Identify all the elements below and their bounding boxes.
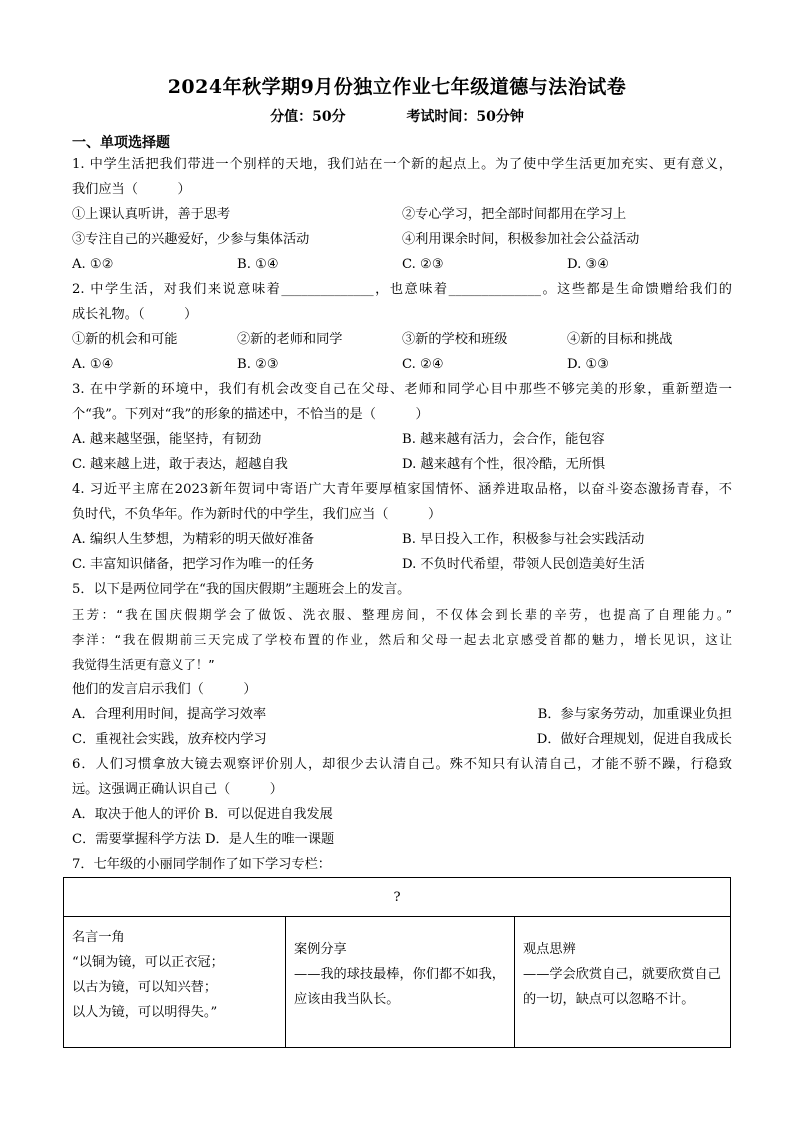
question-2-item: ①新的机会和可能 (72, 332, 178, 347)
question-2-stem: 2. 中学生活，对我们来说意味着______________，也意味着______________。这些都是生命馈赠给我们的 (72, 282, 732, 297)
option-d[interactable]: D. 不负时代希望，带领人民创造美好生活 (402, 557, 645, 572)
cell-line: 应该由我当队长。 (294, 992, 400, 1007)
option-c[interactable]: C. ②③ (402, 257, 444, 272)
option-b[interactable]: B. 早日投入工作，积极参与社会实践活动 (402, 532, 645, 547)
option-a[interactable]: A．合理利用时间，提高学习效率 (72, 707, 267, 722)
option-b[interactable]: B. ①④ (237, 257, 279, 272)
option-c[interactable]: C．重视社会实践，放弃校内学习 (72, 732, 267, 747)
question-6-stem-cont: 远。这强调正确认识自己（ ） (72, 782, 283, 797)
question-4-stem: 4. 习近平主席在2023新年贺词中寄语广大青年要厚植家国情怀、涵养进取品格，以奋斗姿态激扬青春，不 (72, 482, 732, 497)
option-c[interactable]: C. 丰富知识储备，把学习作为唯一的任务 (72, 557, 315, 572)
question-2-stem-cont: 成长礼物。（ ） (72, 307, 198, 322)
option-b[interactable]: B. ②③ (237, 357, 279, 372)
question-1-items-row (72, 202, 732, 227)
question-1-items-row (72, 227, 732, 252)
question-3-options-row (72, 427, 732, 452)
question-3-options-row (72, 452, 732, 477)
option-a[interactable]: A. 越来越坚强，能坚持，有韧劲 (72, 432, 262, 447)
question-2-options (72, 352, 732, 377)
option-d[interactable]: D. ①③ (567, 357, 610, 372)
page-title: 2024年秋学期9月份独立作业七年级道德与法治试卷 (167, 76, 627, 98)
cell-line: 案例分享 (294, 942, 347, 957)
question-2-items (72, 327, 732, 352)
option-c[interactable]: C. 越来越上进，敢于表达，超越自我 (72, 457, 288, 472)
cell-line: ——学会欣赏自己，就要欣赏自己 (523, 967, 721, 982)
option-d[interactable]: D. 越来越有个性，很冷酷，无所惧 (402, 457, 606, 472)
table-cell-quotes (64, 917, 286, 1048)
cell-line: 观点思辨 (523, 942, 576, 957)
question-6-options-cd[interactable]: C．需要掌握科学方法 D．是人生的唯一课题 (72, 832, 335, 847)
table-cell-opinion (515, 917, 731, 1048)
question-5-options-row (72, 727, 732, 752)
question-5-options-row (72, 702, 732, 727)
question-4-options-row (72, 527, 732, 552)
option-d[interactable]: D. ③④ (567, 257, 610, 272)
question-1-stem-cont: 我们应当（ ） (72, 182, 191, 197)
question-1-item: ④利用课余时间，积极参加社会公益活动 (402, 232, 640, 247)
option-b[interactable]: B．参与家务劳动，加重课业负担 (537, 707, 732, 722)
option-a[interactable]: A. ①④ (72, 357, 114, 372)
questions (72, 152, 732, 877)
question-1-stem: 1. 中学生活把我们带进一个别样的天地，我们站在一个新的起点上。为了使中学生活更加充实、更有意义， (72, 157, 732, 172)
cell-line: “以铜为镜，可以正衣冠； (72, 955, 224, 970)
question-3-stem: 3. 在中学新的环境中，我们有机会改变自己在父母、老师和同学心目中那些不够完美的形象，重新塑造一 (72, 382, 732, 397)
question-1-item: ①上课认真听讲，善于思考 (72, 207, 231, 222)
score-label: 分值：50分 (270, 109, 346, 125)
question-1-item: ③专注自己的兴趣爱好，少参与集体活动 (72, 232, 310, 247)
quote-wang-fang: 王芳：“我在国庆假期学会了做饭、洗衣服、整理房间，不仅体会到长辈的辛劳，也提高了自理能力。” (72, 607, 732, 622)
quote-li-yang: 李洋：“我在假期前三天完成了学校布置的作业，然后和父母一起去北京感受首都的魅力，增长见识，这让 (72, 632, 732, 647)
cell-line: 名言一角 (72, 930, 125, 945)
question-6-stem: 6．人们习惯拿放大镜去观察评价别人，却很少去认清自己。殊不知只有认清自己，才能不骄不躁，行稳致 (72, 757, 732, 772)
table-header: ? (64, 878, 731, 917)
option-d[interactable]: D．做好合理规划，促进自我成长 (536, 732, 732, 747)
option-b[interactable]: B. 越来越有活力，会合作，能包容 (402, 432, 605, 447)
question-3-stem-cont: 个“我”。下列对“我”的形象的描述中，不恰当的是（ ） (72, 407, 429, 422)
question-6-options-ab[interactable]: A．取决于他人的评价 B．可以促进自我发展 (72, 807, 333, 822)
cell-line: 的一切，缺点可以忽略不计。 (523, 992, 695, 1007)
time-label: 考试时间：50分钟 (406, 109, 524, 125)
question-2-item: ④新的目标和挑战 (567, 332, 673, 347)
study-column-table (63, 877, 731, 1048)
question-5-ask: 他们的发言启示我们（ ） (72, 682, 257, 697)
question-4-options-row (72, 552, 732, 577)
question-1-options (72, 252, 732, 277)
quote-li-yang-cont: 我觉得生活更有意义了！” (72, 657, 215, 672)
option-a[interactable]: A. ①② (72, 257, 114, 272)
table-cell-case (286, 917, 515, 1048)
exam-meta (0, 106, 794, 126)
question-5-stem: 5．以下是两位同学在“我的国庆假期”主题班会上的发言。 (72, 582, 411, 597)
option-c[interactable]: C. ②④ (402, 357, 444, 372)
cell-line: 以人为镜，可以明得失。” (72, 1005, 218, 1020)
option-a[interactable]: A. 编织人生梦想，为精彩的明天做好准备 (72, 532, 315, 547)
question-4-stem-cont: 负时代，不负华年。作为新时代的中学生，我们应当（ ） (72, 507, 442, 522)
cell-line: ——我的球技最棒，你们都不如我， (294, 967, 505, 982)
section-title: 一、单项选择题 (72, 135, 170, 151)
question-1-item: ②专心学习，把全部时间都用在学习上 (402, 207, 627, 222)
cell-line: 以古为镜，可以知兴替； (72, 980, 218, 995)
question-2-item: ②新的老师和同学 (237, 332, 343, 347)
question-2-item: ③新的学校和班级 (402, 332, 508, 347)
question-7-stem: 7．七年级的小丽同学制作了如下学习专栏： (72, 857, 331, 872)
